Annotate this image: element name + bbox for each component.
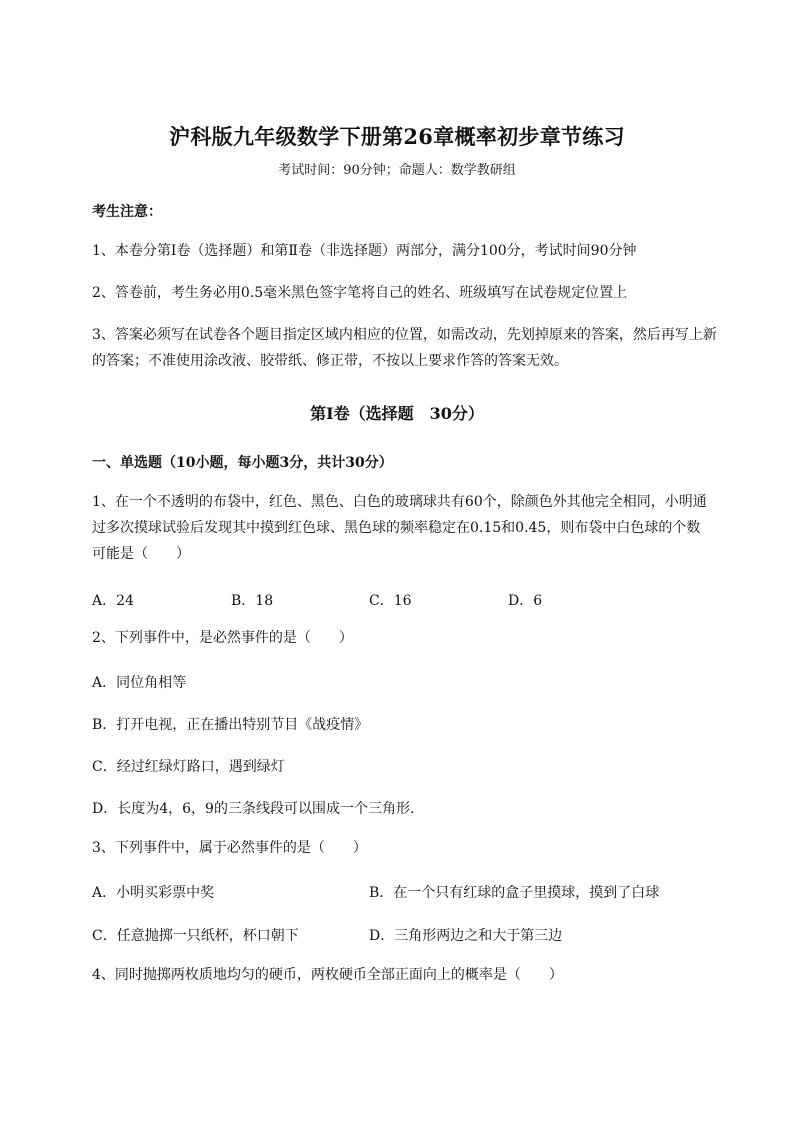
question-3-option-a: A．小明买彩票中奖: [92, 885, 215, 901]
question-3-option-d: D．三角形两边之和大于第三边: [369, 928, 563, 944]
question-4-stem: 4、同时抛掷两枚质地均匀的硬币，两枚硬币全部正面向上的概率是（ ）: [92, 967, 563, 983]
section-title: 第I卷（选择题 30分）: [310, 404, 484, 423]
notice-heading: 考生注意：: [92, 204, 162, 220]
question-1-option-c: C．16: [369, 593, 412, 609]
part-heading: 一、单选题（10小题，每小题3分，共计30分）: [92, 455, 393, 471]
question-2-option-b: B．打开电视，正在播出特别节目《战疫情》: [92, 717, 369, 733]
question-2-option-a: A．同位角相等: [92, 675, 187, 691]
question-3-option-c: C．任意抛掷一只纸杯，杯口朝下: [92, 928, 299, 944]
question-1-stem-line: 过多次摸球试验后发现其中摸到红色球、黑色球的频率稳定在0.15和0.45，则布袋中白色球的个数: [92, 520, 701, 536]
question-2-option-d: D．长度为4，6，9的三条线段可以围成一个三角形.: [92, 801, 415, 817]
question-1-option-a: A．24: [92, 593, 134, 609]
question-1-stem-line: 1、在一个不透明的布袋中，红色、黑色、白色的玻璃球共有60个，除颜色外其他完全相同，小明通: [92, 494, 707, 510]
notice-item-continuation: 的答案；不准使用涂改液、胶带纸、修正带，不按以上要求作答的答案无效。: [92, 353, 568, 369]
question-2-option-c: C．经过红绿灯路口，遇到绿灯: [92, 759, 285, 775]
exam-subtitle: 考试时间：90分钟；命题人：数学教研组: [278, 163, 516, 178]
question-2-stem: 2、下列事件中，是必然事件的是（ ）: [92, 630, 353, 646]
page-title: 沪科版九年级数学下册第26章概率初步章节练习: [169, 124, 625, 149]
question-1-stem-line: 可能是（ ）: [92, 546, 190, 562]
question-1-option-b: B．18: [231, 593, 274, 609]
question-1-option-d: D．6: [508, 593, 543, 609]
notice-item: 3、答案必须写在试卷各个题目指定区域内相应的位置，如需改动，先划掉原来的答案，然后再写上新: [92, 327, 717, 343]
question-3-stem: 3、下列事件中，属于必然事件的是（ ）: [92, 840, 367, 856]
notice-item: 1、本卷分第I卷（选择题）和第Ⅱ卷（非选择题）两部分，满分100分，考试时间90分钟: [92, 243, 637, 259]
notice-item: 2、答卷前，考生务必用0.5毫米黑色签字笔将自己的姓名、班级填写在试卷规定位置上: [92, 285, 628, 301]
question-3-option-b: B．在一个只有红球的盒子里摸球，摸到了白球: [369, 885, 660, 901]
